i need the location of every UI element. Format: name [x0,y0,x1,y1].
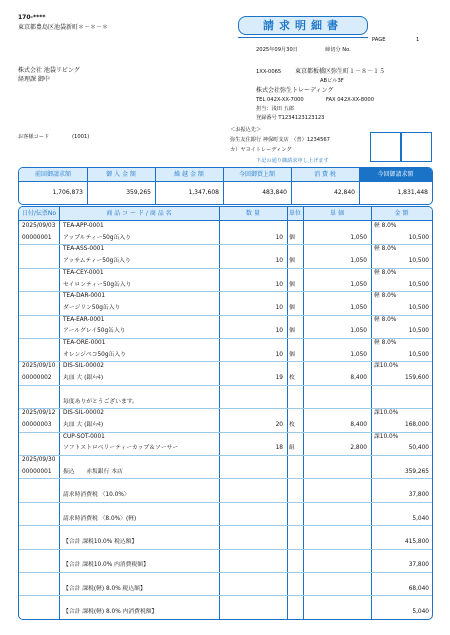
issuer-address1: 東京都板橋区弥生町１－８－１５ [295,68,386,75]
row-product: 【合計 課税10.0% 内消費税額】 [63,562,149,569]
closing-label: 締切分 No. [325,47,351,53]
row-price: 8,400 [350,421,367,428]
row-qty: 10 [275,258,283,265]
summary-header-total: 今回御請求額 [359,168,432,182]
row-amount: 10,500 [408,328,429,335]
header-amount: 金 額 [394,210,409,217]
summary-table [18,167,433,205]
invoice-date: 2025年09月30日 [256,47,298,53]
stamp-box-2 [400,132,432,162]
row-unit: 枚 [289,421,295,428]
row-amount: 359,265 [405,468,429,475]
row-product: TEA-CEY-0001 [63,269,104,276]
row-qty: 20 [275,421,283,428]
row-product: 【合計 課税(軽) 8.0% 内消費税額】 [63,609,158,616]
row-separator [19,478,432,479]
row-separator [19,291,432,292]
row-amount: 10,500 [408,304,429,311]
row-unit: 個 [289,234,295,241]
row-amount: 10,500 [408,234,429,241]
row-qty: 10 [275,351,283,358]
issuer-company: 株式会社弥生トレーディング [256,87,334,94]
row-separator [19,338,432,339]
summary-divider [87,168,88,204]
row-qty: 18 [275,445,283,452]
row-unit: 個 [289,281,295,288]
bank-line1: 弥生友住銀行 神保町支店 （普）1234567 [230,137,330,143]
row-tax-rate: 軽 8.0% [374,340,397,346]
row-date-slip: 00000001 [22,468,52,475]
summary-value-prev: 1,706,873 [52,189,83,196]
header-date-slip: 日付/伝票No [21,210,57,217]
row-separator [19,361,432,362]
document-title: 請求明細書 [238,16,368,35]
row-unit: 個 [289,328,295,335]
invoice-note: 下記の通り御請求申し上げます [256,158,329,164]
bank-line2: カ）ヤヨイトレーディング [230,147,292,153]
row-tax-rate: 軽 8.0% [374,269,397,276]
row-product: TEA-DAR-0001 [63,293,106,300]
row-date-slip: 00000003 [22,421,52,428]
row-tax-rate: 軽 8.0% [374,246,397,253]
row-date-slip: 2025/09/12 [22,410,56,417]
row-date-slip: 2025/09/30 [22,457,56,463]
row-separator [19,268,432,269]
row-amount: 50,400 [408,445,429,452]
row-price: 1,050 [350,258,367,265]
summary-header-payment: 御 入 金 額 [87,168,155,182]
row-price: 1,050 [350,281,367,288]
row-tax-rate: 課10.0% [374,433,399,440]
row-separator [19,455,432,456]
recipient-dept: 経理課 御中 [18,76,50,83]
issuer-address2: ABビル3F [320,78,344,84]
issuer-tel: TEL 042X-XX-7000 [256,97,304,103]
row-qty: 10 [275,304,283,311]
row-product: アールグレイ50g缶入り [63,328,126,335]
summary-value-purchase: 483,840 [262,189,287,196]
column-divider [303,207,304,619]
row-product: 請求時消費税 〈10.0%〉 [63,492,130,499]
row-separator [19,502,432,503]
row-unit: 個 [289,351,295,358]
column-divider [59,207,60,619]
row-tax-rate: 課10.0% [374,410,399,417]
recipient-company: 株式会社 池袋リビング [18,67,80,74]
row-separator [19,595,432,596]
customer-code: (1001) [72,134,90,140]
summary-value-tax: 42,840 [334,189,355,196]
row-product: 【合計 課税(軽) 8.0% 税込額】 [63,585,146,592]
row-price: 2,800 [350,445,367,452]
page-label: PAGE [372,37,386,43]
row-qty: 10 [275,234,283,241]
summary-header-tax: 消 費 税 [291,168,359,182]
row-product: アップルティー50g缶入り [63,234,131,241]
row-separator [19,408,432,409]
row-product: 【合計 課税10.0% 税込額】 [63,538,138,545]
row-amount: 5,040 [412,609,429,616]
row-product: 丸皿 大 (銀ﾒｯｷ) [63,375,104,382]
row-separator [19,432,432,433]
row-unit: 個 [289,258,295,265]
bank-heading: ＜お振込先＞ [230,127,262,133]
page-number: 1 [416,37,420,43]
row-unit: 枚 [289,375,295,382]
row-price: 1,050 [350,328,367,335]
row-product: DIS-SIL-00002 [63,410,104,417]
row-separator [19,619,432,620]
row-tax-rate: 軽 8.0% [374,293,397,300]
summary-divider [359,168,360,204]
header-qty: 数 量 [246,210,260,217]
detail-table [18,206,433,620]
row-product: 振込 赤坂銀行 本店 [63,468,123,475]
header-product: 商 品 コ ー ド / 商 品 名 [106,210,172,217]
row-amount: 10,500 [408,351,429,358]
row-amount: 5,040 [412,515,429,522]
issuer-person: 担当：浅田 五郎 [256,106,294,112]
row-unit: 個 [289,304,295,311]
row-qty: 10 [275,328,283,335]
row-separator [19,549,432,550]
row-price: 1,050 [350,234,367,241]
row-price: 1,050 [350,304,367,311]
row-separator [19,244,432,245]
row-date-slip: 2025/09/03 [22,223,56,229]
row-product: アッサムティー50g缶入り [63,258,131,265]
summary-header-prev: 前回御請求額 [19,168,87,182]
row-product: CUP-SOT-0001 [63,433,105,440]
row-product: 丸皿 大 (銀ﾒｯｷ) [63,421,104,428]
column-divider [371,207,372,619]
row-product: 毎度ありがとうございます。 [63,398,138,405]
row-price: 1,050 [350,351,367,358]
row-product: TEA-ASS-0001 [63,246,105,253]
header-unit: 単位 [288,210,301,217]
recipient-address: 東京都豊島区池袋新町＊－＊－＊ [18,24,109,31]
row-product: オレンジペコ50g缶入り [63,351,126,358]
row-date-slip: 00000002 [22,375,52,382]
row-product: TEA-EAR-0001 [63,316,105,323]
row-product: DIS-SIL-00002 [63,363,104,370]
row-amount: 159,600 [405,375,429,382]
issuer-reg-no: 登録番号 T1234123123123 [256,115,325,121]
recipient-postal: 170-**** [18,14,46,21]
stamp-box-1 [370,132,402,162]
row-separator [19,385,432,386]
summary-header-purchase: 今回御買上額 [223,168,291,182]
row-amount: 37,800 [408,492,429,499]
summary-divider [155,168,156,204]
summary-value-carryover: 1,347,608 [188,189,219,196]
row-qty: 19 [275,375,283,382]
column-divider [219,207,220,619]
issuer-fax: FAX 042X-XX-8000 [326,97,374,103]
column-divider [287,207,288,619]
row-separator [19,525,432,526]
customer-code-label: お客様コード [18,134,50,140]
row-product: TEA-ORE-0001 [63,340,106,346]
row-separator [19,572,432,573]
row-unit: 組 [289,445,295,452]
row-amount: 37,800 [408,562,429,569]
row-separator [19,315,432,316]
row-date-slip: 00000001 [22,234,52,241]
summary-header-carryover: 繰 越 金 額 [155,168,223,182]
row-amount: 10,500 [408,281,429,288]
summary-divider [291,168,292,204]
summary-value-total: 1,831,448 [397,189,428,196]
row-tax-rate: 軽 8.0% [374,223,397,229]
row-tax-rate: 軽 8.0% [374,316,397,323]
summary-divider [223,168,224,204]
summary-value-payment: 359,265 [126,189,151,196]
row-amount: 10,500 [408,258,429,265]
row-product: 請求時消費税 〈8.0%〉(軽) [63,515,137,522]
row-product: セイロンティー50g缶入り [63,281,132,288]
row-price: 8,400 [350,375,367,382]
row-product: ダージリン50g缶入り [63,304,121,311]
title-underline [238,37,368,38]
row-product: TEA-APP-0001 [63,223,104,229]
row-amount: 168,000 [405,421,429,428]
issuer-postal: 1XX-0065 [256,69,282,75]
row-product: ソフトストロベリーティーカップ＆ソーサー [63,445,179,452]
row-tax-rate: 課10.0% [374,363,399,370]
row-qty: 10 [275,281,283,288]
row-amount: 68,040 [408,585,429,592]
header-price: 単 価 [330,210,344,217]
row-date-slip: 2025/09/10 [22,363,56,370]
row-amount: 415,800 [405,538,429,545]
